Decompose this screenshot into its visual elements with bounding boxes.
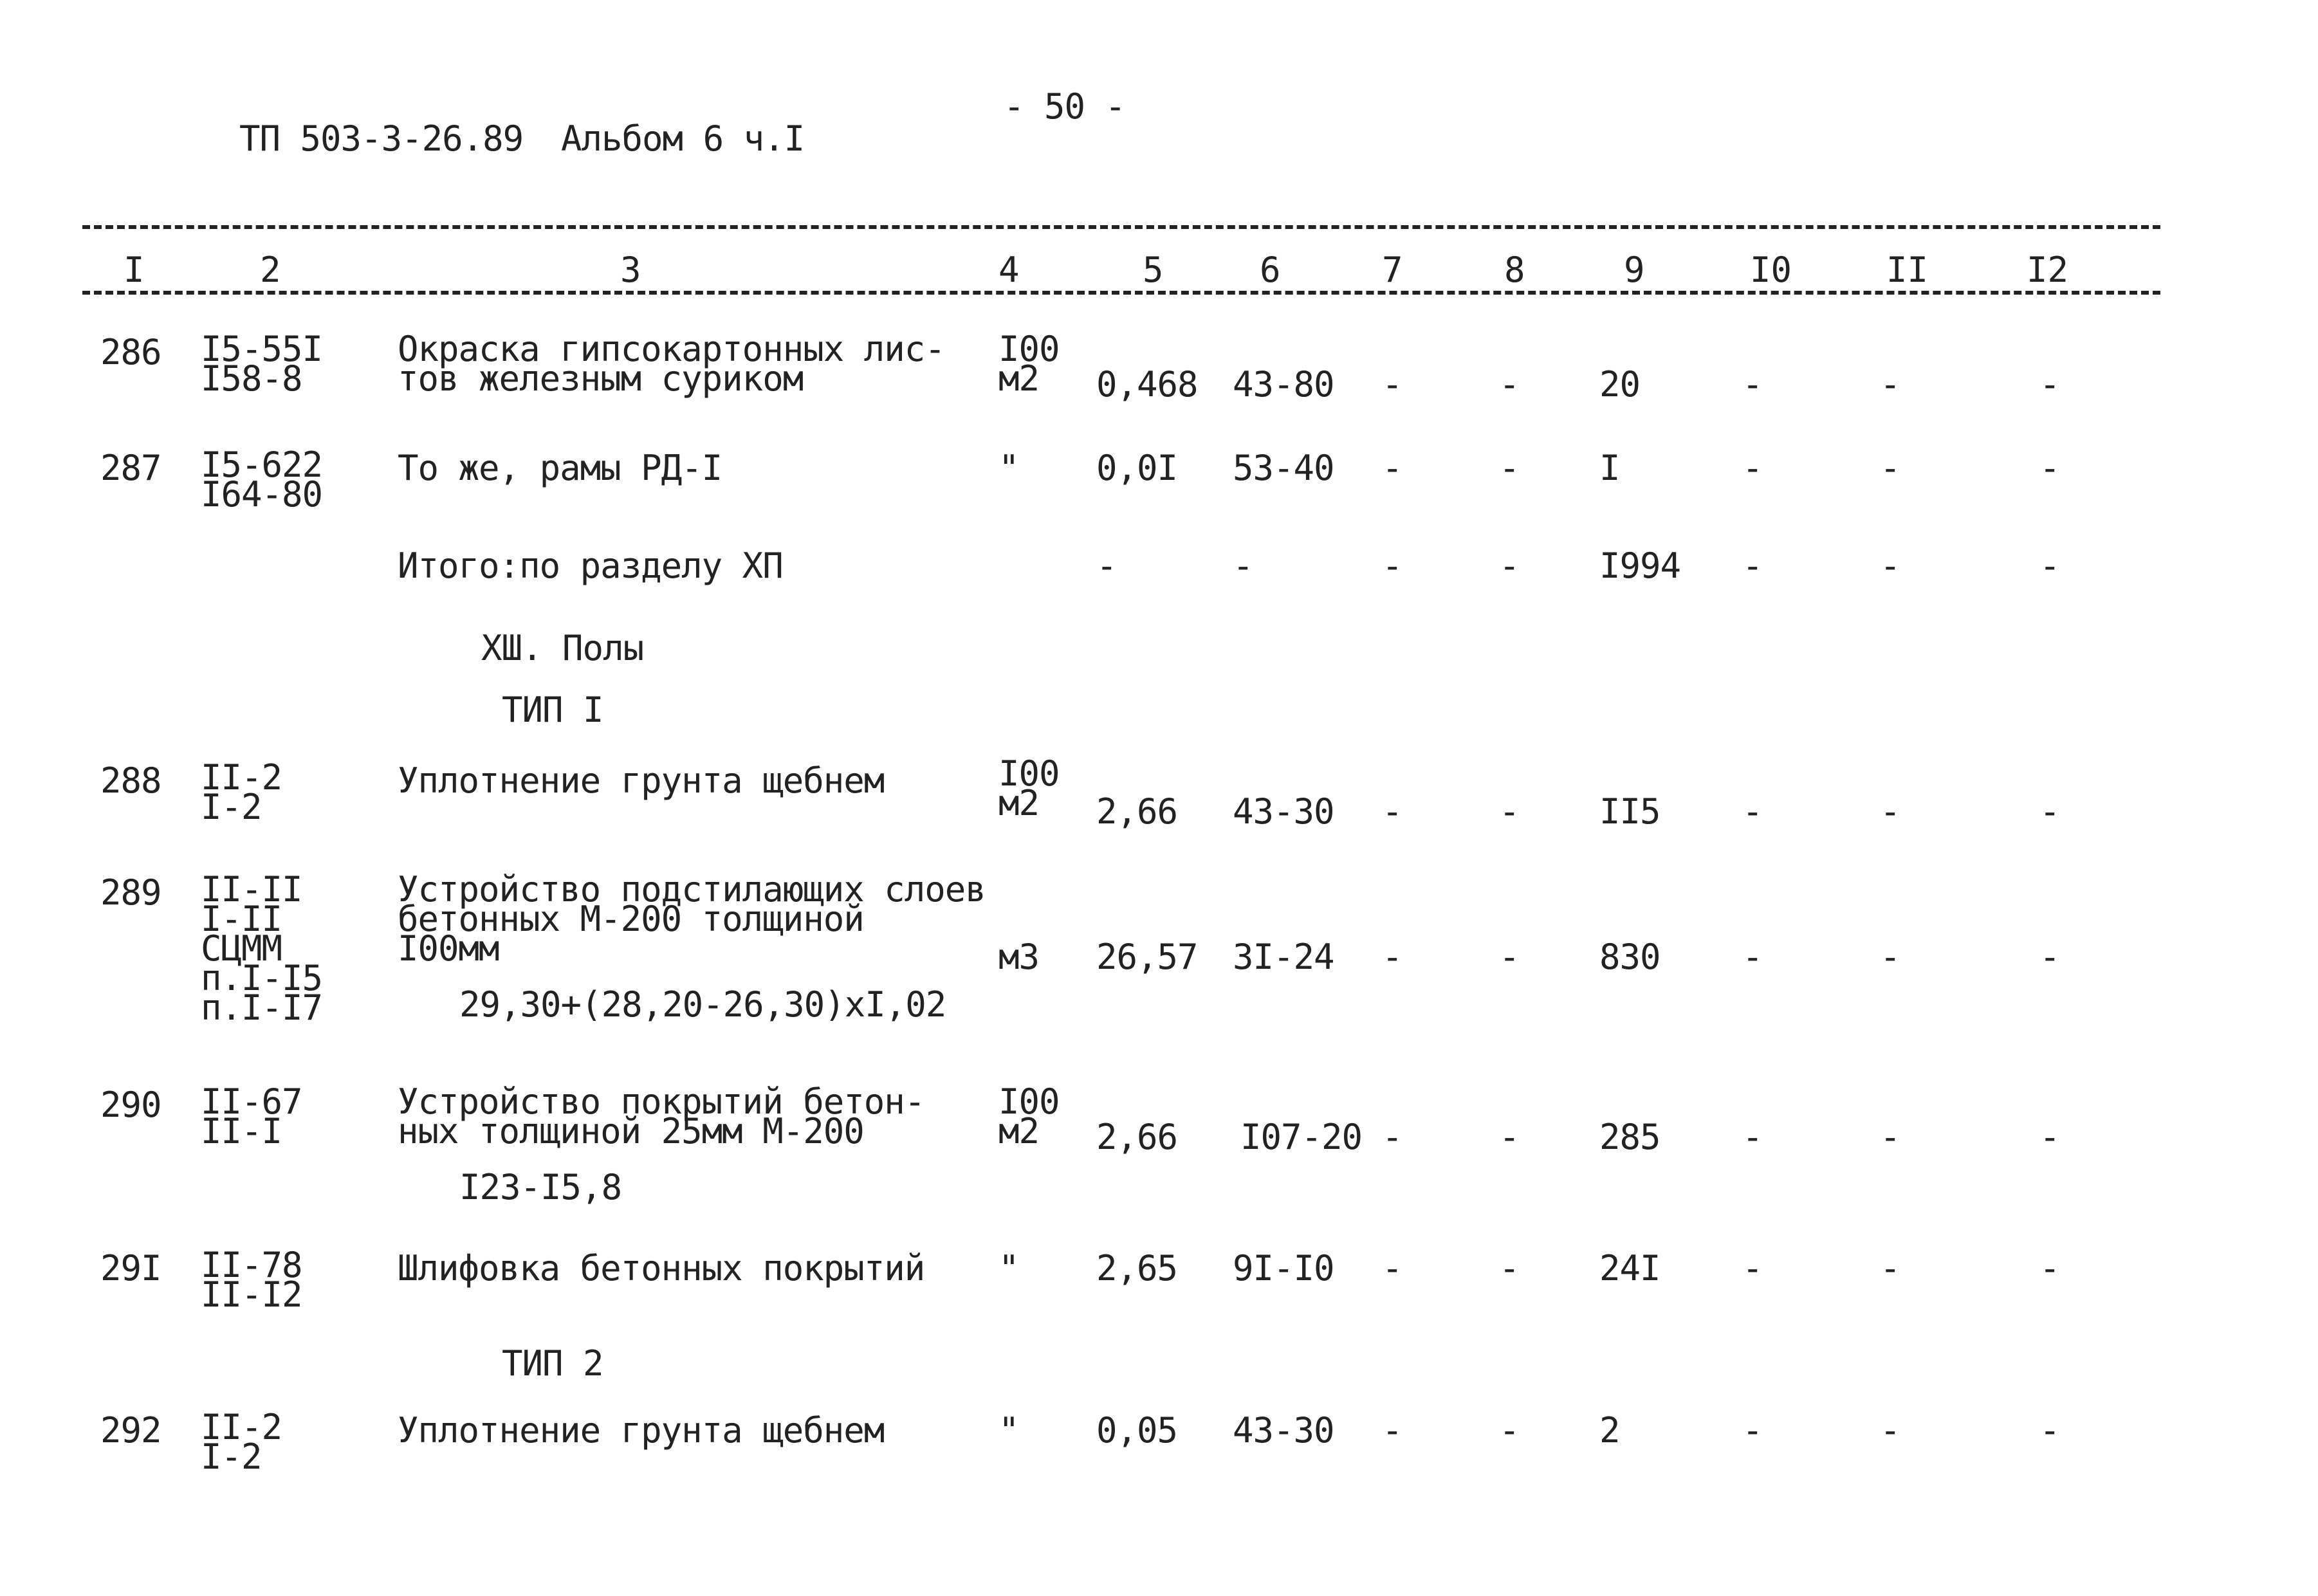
type-heading: ТИП I <box>502 690 603 730</box>
row-quantity: 2,65 <box>1096 1248 1178 1289</box>
row-quantity: 0,05 <box>1096 1410 1178 1451</box>
row-col10: - <box>1742 791 1763 832</box>
row-col10: - <box>1742 364 1763 405</box>
row-col11: - <box>1880 791 1900 832</box>
col-header: 4 <box>998 250 1020 290</box>
row-quantity: 2,66 <box>1096 1117 1178 1157</box>
row-col8: - <box>1499 791 1520 832</box>
row-col11: - <box>1880 448 1900 488</box>
row-quantity: - <box>1096 546 1117 586</box>
row-col12: - <box>2039 791 2060 832</box>
row-description: То же, рамы РД-I <box>398 448 722 488</box>
row-col11: - <box>1880 546 1900 586</box>
col-header: 6 <box>1260 250 1281 290</box>
row-col7: - <box>1382 448 1403 488</box>
col-header: 5 <box>1143 250 1164 290</box>
row-price: 43-30 <box>1233 791 1334 832</box>
row-code: II-78 II-I2 <box>201 1245 302 1315</box>
row-code: II-2 I-2 <box>201 1407 282 1477</box>
row-price: I07-20 <box>1240 1117 1363 1157</box>
doc-code: ТП 503-3-26.89 <box>239 118 524 159</box>
row-col11: - <box>1880 1248 1900 1289</box>
row-col7: - <box>1382 364 1403 405</box>
row-col9: 830 <box>1599 937 1660 977</box>
row-col10: - <box>1742 1410 1763 1451</box>
col-header: I <box>124 250 145 290</box>
row-col12: - <box>2039 1248 2060 1289</box>
col-header: 3 <box>620 250 641 290</box>
row-quantity: 2,66 <box>1096 791 1178 832</box>
row-col7: - <box>1382 937 1403 977</box>
row-code: I5-622 I64-80 <box>201 445 323 515</box>
row-quantity: 0,0I <box>1096 448 1178 488</box>
row-quantity: 26,57 <box>1096 937 1198 977</box>
section-title: ХШ. Полы <box>481 628 644 668</box>
row-description: Устройство покрытий бетон- ных толщиной 25мм М-200 <box>398 1081 925 1151</box>
row-col10: - <box>1742 1117 1763 1157</box>
row-col7: - <box>1382 1248 1403 1289</box>
row-number: 290 <box>100 1085 161 1125</box>
row-col8: - <box>1499 1248 1520 1289</box>
row-col12: - <box>2039 937 2060 977</box>
row-price: 53-40 <box>1233 448 1334 488</box>
row-unit: " <box>998 1248 1019 1289</box>
row-description: Итого:по разделу ХП <box>398 546 783 586</box>
col-header: I2 <box>2027 250 2069 290</box>
row-unit: I00 м2 <box>998 753 1060 823</box>
album-label: Альбом 6 ч.I <box>561 118 805 159</box>
row-col9: 24I <box>1599 1248 1660 1289</box>
row-code: II-II I-II СЦММ п.I-I5 п.I-I7 <box>201 869 323 1028</box>
row-col11: - <box>1880 1410 1900 1451</box>
col-header: I0 <box>1750 250 1792 290</box>
row-number: 288 <box>100 760 161 801</box>
row-number: 29I <box>100 1248 161 1289</box>
row-col8: - <box>1499 1410 1520 1451</box>
row-description: Уплотнение грунта щебнем <box>398 760 885 801</box>
row-code: I5-55I I58-8 <box>201 329 323 399</box>
page-number: - 50 - <box>1004 86 1126 127</box>
row-col7: - <box>1382 1117 1403 1157</box>
row-col11: - <box>1880 937 1900 977</box>
row-col11: - <box>1880 1117 1900 1157</box>
row-col7: - <box>1382 546 1403 586</box>
row-col8: - <box>1499 546 1520 586</box>
header-bottom-rule <box>82 291 2160 295</box>
header-top-rule <box>82 225 2160 229</box>
row-code: II-2 I-2 <box>201 757 282 827</box>
row-unit: м3 <box>998 937 1040 977</box>
row-quantity: 0,468 <box>1096 364 1198 405</box>
row-number: 286 <box>100 332 161 372</box>
col-header: 9 <box>1624 250 1645 290</box>
row-calculation-note: 29,30+(28,20-26,30)хI,02 <box>459 984 946 1025</box>
row-col8: - <box>1499 448 1520 488</box>
row-code: II-67 II-I <box>201 1081 302 1151</box>
row-col8: - <box>1499 1117 1520 1157</box>
row-col12: - <box>2039 1117 2060 1157</box>
row-price: 3I-24 <box>1233 937 1334 977</box>
row-col10: - <box>1742 1248 1763 1289</box>
col-header: 8 <box>1504 250 1525 290</box>
row-number: 287 <box>100 448 161 488</box>
row-col11: - <box>1880 364 1900 405</box>
col-header: 7 <box>1382 250 1403 290</box>
row-col7: - <box>1382 1410 1403 1451</box>
row-col8: - <box>1499 364 1520 405</box>
row-calculation-note: I23-I5,8 <box>459 1167 622 1207</box>
row-col7: - <box>1382 791 1403 832</box>
row-price: - <box>1233 546 1253 586</box>
row-col8: - <box>1499 937 1520 977</box>
row-unit: " <box>998 448 1019 488</box>
row-col9: 20 <box>1599 364 1641 405</box>
row-col9: 2 <box>1599 1410 1620 1451</box>
row-number: 289 <box>100 872 161 913</box>
row-col9: II5 <box>1599 791 1660 832</box>
row-col9: 285 <box>1599 1117 1660 1157</box>
row-description: Уплотнение грунта щебнем <box>398 1410 885 1451</box>
row-col12: - <box>2039 1410 2060 1451</box>
row-col10: - <box>1742 448 1763 488</box>
row-description: Шлифовка бетонных покрытий <box>398 1248 925 1289</box>
col-header: 2 <box>260 250 281 290</box>
row-col12: - <box>2039 364 2060 405</box>
row-col12: - <box>2039 546 2060 586</box>
type-heading: ТИП 2 <box>502 1343 603 1384</box>
row-col10: - <box>1742 937 1763 977</box>
row-col9: I <box>1599 448 1620 488</box>
row-price: 9I-I0 <box>1233 1248 1334 1289</box>
row-unit: I00 м2 <box>998 1081 1060 1151</box>
row-description: Окраска гипсокартонных лис- тов железным суриком <box>398 329 945 399</box>
row-description: Устройство подстилающих слоев бетонных М-200 толщиной I00мм <box>398 869 986 969</box>
row-price: 43-80 <box>1233 364 1334 405</box>
row-price: 43-30 <box>1233 1410 1334 1451</box>
row-unit: " <box>998 1410 1019 1451</box>
row-col9: I994 <box>1599 546 1681 586</box>
row-unit: I00 м2 <box>998 329 1060 399</box>
col-header: II <box>1886 250 1929 290</box>
row-number: 292 <box>100 1410 161 1451</box>
row-col12: - <box>2039 448 2060 488</box>
row-col10: - <box>1742 546 1763 586</box>
